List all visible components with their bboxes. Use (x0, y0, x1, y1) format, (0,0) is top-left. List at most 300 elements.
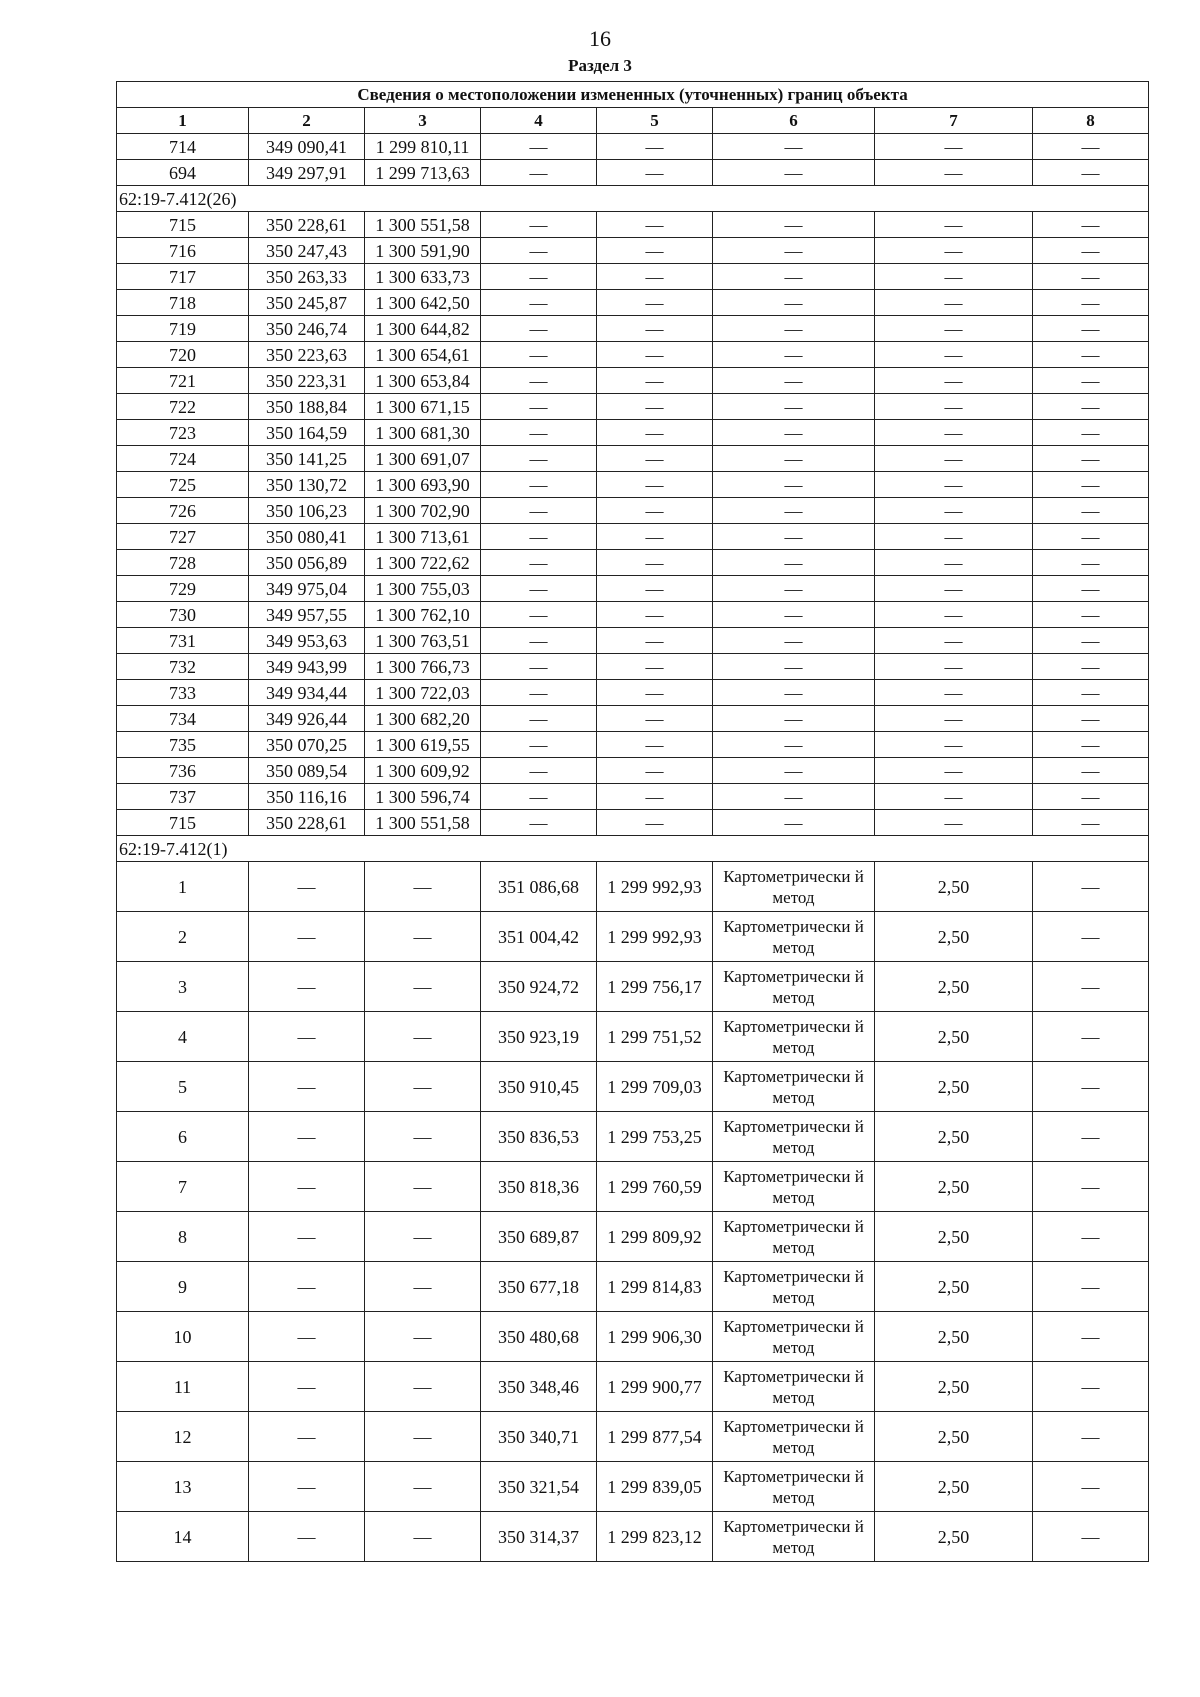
point-number: 716 (117, 238, 249, 264)
empty-dash: — (875, 420, 1033, 446)
empty-dash: — (713, 342, 875, 368)
table-row (117, 290, 1149, 316)
column-header: 2 (249, 108, 365, 134)
empty-dash: — (597, 394, 713, 420)
table-row (117, 160, 1149, 186)
point-number: 4 (117, 1012, 249, 1062)
coord-y-existing: 1 300 633,73 (365, 264, 481, 290)
table-row (117, 1512, 1149, 1562)
empty-dash: — (481, 212, 597, 238)
determination-method: Картометрически й метод (713, 1062, 875, 1112)
table-row (117, 576, 1149, 602)
column-header: 6 (713, 108, 875, 134)
coord-x-existing: 350 130,72 (249, 472, 365, 498)
column-header: 4 (481, 108, 597, 134)
point-number: 1 (117, 862, 249, 912)
coord-y-new: 1 299 877,54 (597, 1412, 713, 1462)
table-row (117, 524, 1149, 550)
table-row (117, 550, 1149, 576)
empty-dash: — (875, 550, 1033, 576)
point-number: 715 (117, 810, 249, 836)
empty-dash: — (713, 238, 875, 264)
empty-dash: — (1033, 576, 1149, 602)
empty-dash: — (481, 550, 597, 576)
coord-x-new: 350 689,87 (481, 1212, 597, 1262)
point-number: 730 (117, 602, 249, 628)
empty-dash: — (875, 342, 1033, 368)
empty-dash: — (249, 1262, 365, 1312)
empty-dash: — (1033, 1262, 1149, 1312)
precision-value: 2,50 (875, 1062, 1033, 1112)
point-number: 729 (117, 576, 249, 602)
empty-dash: — (481, 160, 597, 186)
coord-y-new: 1 299 992,93 (597, 862, 713, 912)
table-row (117, 212, 1149, 238)
precision-value: 2,50 (875, 1012, 1033, 1062)
empty-dash: — (713, 576, 875, 602)
point-number: 13 (117, 1462, 249, 1512)
table-row (117, 1262, 1149, 1312)
point-number: 6 (117, 1112, 249, 1162)
coord-y-new: 1 299 823,12 (597, 1512, 713, 1562)
precision-value: 2,50 (875, 1262, 1033, 1312)
coord-x-existing: 349 943,99 (249, 654, 365, 680)
coord-x-existing: 350 089,54 (249, 758, 365, 784)
empty-dash: — (1033, 602, 1149, 628)
table-row (117, 680, 1149, 706)
point-number: 721 (117, 368, 249, 394)
coord-y-existing: 1 300 642,50 (365, 290, 481, 316)
empty-dash: — (597, 680, 713, 706)
empty-dash: — (365, 1062, 481, 1112)
empty-dash: — (713, 160, 875, 186)
coord-x-new: 350 314,37 (481, 1512, 597, 1562)
empty-dash: — (481, 290, 597, 316)
empty-dash: — (1033, 134, 1149, 160)
point-number: 735 (117, 732, 249, 758)
table-row (117, 472, 1149, 498)
table-row (117, 912, 1149, 962)
empty-dash: — (249, 1512, 365, 1562)
empty-dash: — (1033, 264, 1149, 290)
empty-dash: — (365, 1412, 481, 1462)
coord-y-existing: 1 300 551,58 (365, 810, 481, 836)
table-row (117, 446, 1149, 472)
table-row (117, 862, 1149, 912)
empty-dash: — (875, 810, 1033, 836)
coord-y-existing: 1 300 681,30 (365, 420, 481, 446)
precision-value: 2,50 (875, 1412, 1033, 1462)
coord-x-new: 351 004,42 (481, 912, 597, 962)
empty-dash: — (481, 680, 597, 706)
coord-y-new: 1 299 751,52 (597, 1012, 713, 1062)
empty-dash: — (875, 680, 1033, 706)
coord-x-existing: 350 106,23 (249, 498, 365, 524)
empty-dash: — (1033, 810, 1149, 836)
coord-x-existing: 350 056,89 (249, 550, 365, 576)
coord-x-existing: 350 116,16 (249, 784, 365, 810)
empty-dash: — (597, 654, 713, 680)
empty-dash: — (249, 1462, 365, 1512)
table-row (117, 368, 1149, 394)
coord-y-existing: 1 300 596,74 (365, 784, 481, 810)
point-number: 5 (117, 1062, 249, 1112)
coord-y-existing: 1 300 702,90 (365, 498, 481, 524)
empty-dash: — (597, 576, 713, 602)
point-number: 9 (117, 1262, 249, 1312)
empty-dash: — (365, 1362, 481, 1412)
table-row (117, 238, 1149, 264)
empty-dash: — (1033, 290, 1149, 316)
empty-dash: — (1033, 524, 1149, 550)
empty-dash: — (597, 810, 713, 836)
determination-method: Картометрически й метод (713, 1012, 875, 1062)
coord-y-new: 1 299 753,25 (597, 1112, 713, 1162)
empty-dash: — (713, 316, 875, 342)
coord-x-new: 350 480,68 (481, 1312, 597, 1362)
empty-dash: — (875, 212, 1033, 238)
table-row (117, 498, 1149, 524)
point-number: 732 (117, 654, 249, 680)
determination-method: Картометрически й метод (713, 862, 875, 912)
point-number: 3 (117, 962, 249, 1012)
parcel-group-row (117, 186, 1149, 212)
empty-dash: — (713, 732, 875, 758)
empty-dash: — (249, 1112, 365, 1162)
coord-x-new: 350 924,72 (481, 962, 597, 1012)
table-row (117, 784, 1149, 810)
coord-y-existing: 1 300 722,62 (365, 550, 481, 576)
empty-dash: — (1033, 912, 1149, 962)
point-number: 8 (117, 1212, 249, 1262)
empty-dash: — (1033, 316, 1149, 342)
empty-dash: — (1033, 1012, 1149, 1062)
coord-x-existing: 350 080,41 (249, 524, 365, 550)
coord-x-existing: 349 934,44 (249, 680, 365, 706)
empty-dash: — (481, 264, 597, 290)
empty-dash: — (365, 1212, 481, 1262)
empty-dash: — (875, 706, 1033, 732)
table-row (117, 264, 1149, 290)
empty-dash: — (249, 1162, 365, 1212)
empty-dash: — (481, 654, 597, 680)
table-row (117, 316, 1149, 342)
coord-y-existing: 1 300 644,82 (365, 316, 481, 342)
table-row (117, 602, 1149, 628)
point-number: 714 (117, 134, 249, 160)
coord-y-existing: 1 300 713,61 (365, 524, 481, 550)
point-number: 727 (117, 524, 249, 550)
empty-dash: — (365, 912, 481, 962)
empty-dash: — (481, 134, 597, 160)
coord-y-existing: 1 300 682,20 (365, 706, 481, 732)
coord-y-existing: 1 300 671,15 (365, 394, 481, 420)
empty-dash: — (365, 862, 481, 912)
coord-y-new: 1 299 900,77 (597, 1362, 713, 1412)
table-title-row (117, 82, 1149, 108)
coord-x-existing: 350 164,59 (249, 420, 365, 446)
coord-y-existing: 1 300 693,90 (365, 472, 481, 498)
table-row (117, 1062, 1149, 1112)
column-header: 8 (1033, 108, 1149, 134)
empty-dash: — (481, 524, 597, 550)
point-number: 728 (117, 550, 249, 576)
empty-dash: — (597, 706, 713, 732)
determination-method: Картометрически й метод (713, 1412, 875, 1462)
determination-method: Картометрически й метод (713, 1112, 875, 1162)
coord-y-new: 1 299 839,05 (597, 1462, 713, 1512)
empty-dash: — (249, 1312, 365, 1362)
empty-dash: — (365, 1012, 481, 1062)
empty-dash: — (481, 732, 597, 758)
empty-dash: — (875, 290, 1033, 316)
column-header: 7 (875, 108, 1033, 134)
empty-dash: — (875, 654, 1033, 680)
table-title: Сведения о местоположении измененных (уточненных) границ объекта (117, 82, 1149, 108)
table-row (117, 706, 1149, 732)
table-row (117, 654, 1149, 680)
coord-y-existing: 1 300 766,73 (365, 654, 481, 680)
empty-dash: — (597, 368, 713, 394)
empty-dash: — (481, 576, 597, 602)
empty-dash: — (1033, 446, 1149, 472)
empty-dash: — (713, 368, 875, 394)
empty-dash: — (713, 472, 875, 498)
empty-dash: — (1033, 1462, 1149, 1512)
empty-dash: — (249, 962, 365, 1012)
table-row (117, 962, 1149, 1012)
empty-dash: — (597, 290, 713, 316)
empty-dash: — (597, 264, 713, 290)
empty-dash: — (713, 134, 875, 160)
table-row (117, 810, 1149, 836)
table-row (117, 420, 1149, 446)
empty-dash: — (713, 602, 875, 628)
empty-dash: — (481, 472, 597, 498)
empty-dash: — (875, 602, 1033, 628)
coord-x-existing: 350 223,31 (249, 368, 365, 394)
empty-dash: — (875, 264, 1033, 290)
empty-dash: — (597, 446, 713, 472)
point-number: 715 (117, 212, 249, 238)
empty-dash: — (481, 368, 597, 394)
precision-value: 2,50 (875, 1112, 1033, 1162)
empty-dash: — (249, 1062, 365, 1112)
coord-x-new: 350 818,36 (481, 1162, 597, 1212)
empty-dash: — (1033, 1112, 1149, 1162)
boundary-coordinates-table (116, 81, 1149, 1562)
empty-dash: — (597, 628, 713, 654)
empty-dash: — (597, 732, 713, 758)
empty-dash: — (875, 628, 1033, 654)
empty-dash: — (713, 758, 875, 784)
precision-value: 2,50 (875, 962, 1033, 1012)
empty-dash: — (1033, 160, 1149, 186)
empty-dash: — (1033, 212, 1149, 238)
group-label: 62:19-7.412(1) (117, 836, 1149, 862)
table-row (117, 1312, 1149, 1362)
table-row (117, 394, 1149, 420)
coord-y-new: 1 299 760,59 (597, 1162, 713, 1212)
precision-value: 2,50 (875, 1312, 1033, 1362)
empty-dash: — (713, 784, 875, 810)
determination-method: Картометрически й метод (713, 1512, 875, 1562)
coord-y-existing: 1 300 619,55 (365, 732, 481, 758)
determination-method: Картометрически й метод (713, 1312, 875, 1362)
empty-dash: — (597, 420, 713, 446)
precision-value: 2,50 (875, 1212, 1033, 1262)
empty-dash: — (1033, 862, 1149, 912)
coord-x-new: 350 348,46 (481, 1362, 597, 1412)
empty-dash: — (597, 472, 713, 498)
empty-dash: — (875, 732, 1033, 758)
precision-value: 2,50 (875, 1162, 1033, 1212)
point-number: 11 (117, 1362, 249, 1412)
empty-dash: — (1033, 654, 1149, 680)
coord-x-new: 350 340,71 (481, 1412, 597, 1462)
coord-x-existing: 350 141,25 (249, 446, 365, 472)
empty-dash: — (1033, 706, 1149, 732)
column-header: 3 (365, 108, 481, 134)
coord-y-existing: 1 300 609,92 (365, 758, 481, 784)
determination-method: Картометрически й метод (713, 962, 875, 1012)
coord-x-existing: 350 070,25 (249, 732, 365, 758)
empty-dash: — (1033, 420, 1149, 446)
empty-dash: — (1033, 342, 1149, 368)
empty-dash: — (1033, 628, 1149, 654)
coord-y-new: 1 299 814,83 (597, 1262, 713, 1312)
empty-dash: — (875, 238, 1033, 264)
empty-dash: — (249, 1212, 365, 1262)
parcel-group-row (117, 836, 1149, 862)
table-row (117, 1462, 1149, 1512)
determination-method: Картометрически й метод (713, 1162, 875, 1212)
table-row (117, 758, 1149, 784)
point-number: 717 (117, 264, 249, 290)
empty-dash: — (713, 654, 875, 680)
precision-value: 2,50 (875, 912, 1033, 962)
empty-dash: — (481, 810, 597, 836)
empty-dash: — (875, 316, 1033, 342)
empty-dash: — (875, 446, 1033, 472)
empty-dash: — (365, 1462, 481, 1512)
empty-dash: — (481, 316, 597, 342)
empty-dash: — (875, 368, 1033, 394)
table-row (117, 1212, 1149, 1262)
empty-dash: — (713, 420, 875, 446)
coord-x-existing: 350 188,84 (249, 394, 365, 420)
coord-x-new: 350 321,54 (481, 1462, 597, 1512)
point-number: 736 (117, 758, 249, 784)
precision-value: 2,50 (875, 1462, 1033, 1512)
precision-value: 2,50 (875, 862, 1033, 912)
table-row (117, 1362, 1149, 1412)
determination-method: Картометрически й метод (713, 1212, 875, 1262)
determination-method: Картометрически й метод (713, 912, 875, 962)
empty-dash: — (481, 602, 597, 628)
table-row (117, 134, 1149, 160)
coord-y-existing: 1 300 591,90 (365, 238, 481, 264)
coord-y-new: 1 299 809,92 (597, 1212, 713, 1262)
empty-dash: — (249, 862, 365, 912)
point-number: 720 (117, 342, 249, 368)
empty-dash: — (597, 602, 713, 628)
column-header: 5 (597, 108, 713, 134)
coord-x-new: 350 923,19 (481, 1012, 597, 1062)
empty-dash: — (481, 706, 597, 732)
table-row (117, 342, 1149, 368)
point-number: 725 (117, 472, 249, 498)
table-row (117, 1162, 1149, 1212)
empty-dash: — (481, 628, 597, 654)
coord-x-existing: 349 926,44 (249, 706, 365, 732)
coord-y-existing: 1 300 653,84 (365, 368, 481, 394)
empty-dash: — (249, 912, 365, 962)
coord-x-existing: 349 957,55 (249, 602, 365, 628)
empty-dash: — (1033, 368, 1149, 394)
section-title: Раздел 3 (568, 56, 632, 75)
empty-dash: — (1033, 680, 1149, 706)
coord-y-new: 1 299 906,30 (597, 1312, 713, 1362)
empty-dash: — (597, 550, 713, 576)
empty-dash: — (1033, 1062, 1149, 1112)
empty-dash: — (1033, 394, 1149, 420)
point-number: 733 (117, 680, 249, 706)
empty-dash: — (875, 784, 1033, 810)
point-number: 734 (117, 706, 249, 732)
coord-y-existing: 1 299 713,63 (365, 160, 481, 186)
coord-x-existing: 349 975,04 (249, 576, 365, 602)
empty-dash: — (597, 238, 713, 264)
empty-dash: — (481, 238, 597, 264)
coord-y-new: 1 299 709,03 (597, 1062, 713, 1112)
determination-method: Картометрически й метод (713, 1262, 875, 1312)
empty-dash: — (875, 472, 1033, 498)
coord-x-existing: 350 247,43 (249, 238, 365, 264)
point-number: 718 (117, 290, 249, 316)
empty-dash: — (875, 758, 1033, 784)
empty-dash: — (875, 524, 1033, 550)
empty-dash: — (597, 160, 713, 186)
point-number: 12 (117, 1412, 249, 1462)
empty-dash: — (713, 212, 875, 238)
coord-x-existing: 350 223,63 (249, 342, 365, 368)
empty-dash: — (481, 498, 597, 524)
coord-x-existing: 350 245,87 (249, 290, 365, 316)
coord-y-existing: 1 300 551,58 (365, 212, 481, 238)
empty-dash: — (597, 784, 713, 810)
table-row (117, 1012, 1149, 1062)
coord-y-existing: 1 300 654,61 (365, 342, 481, 368)
empty-dash: — (1033, 498, 1149, 524)
empty-dash: — (365, 1112, 481, 1162)
coord-y-existing: 1 300 722,03 (365, 680, 481, 706)
coord-x-new: 350 836,53 (481, 1112, 597, 1162)
empty-dash: — (1033, 550, 1149, 576)
coord-x-existing: 349 297,91 (249, 160, 365, 186)
coord-x-existing: 350 228,61 (249, 810, 365, 836)
precision-value: 2,50 (875, 1362, 1033, 1412)
point-number: 726 (117, 498, 249, 524)
coord-y-new: 1 299 992,93 (597, 912, 713, 962)
empty-dash: — (875, 394, 1033, 420)
column-header: 1 (117, 108, 249, 134)
empty-dash: — (713, 290, 875, 316)
empty-dash: — (1033, 732, 1149, 758)
coord-x-existing: 349 953,63 (249, 628, 365, 654)
empty-dash: — (875, 134, 1033, 160)
empty-dash: — (1033, 962, 1149, 1012)
